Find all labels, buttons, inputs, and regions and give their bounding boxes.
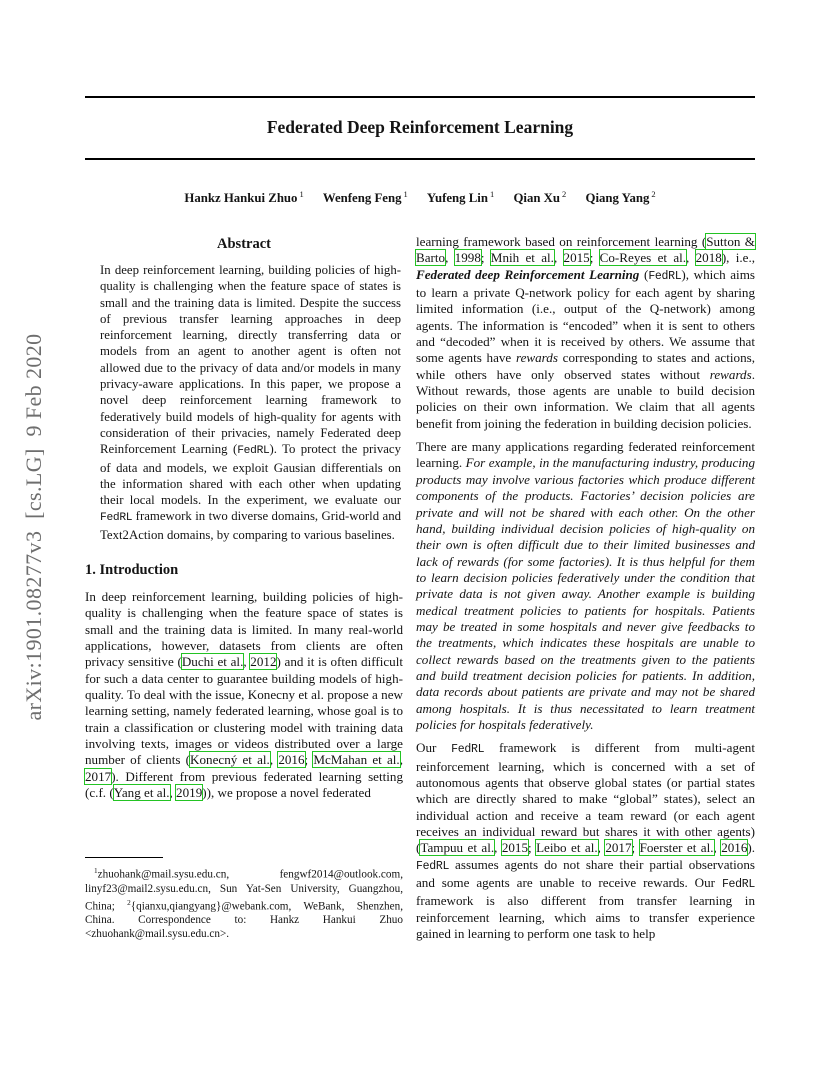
text-segment: ,: [399, 752, 403, 768]
citation-link[interactable]: Sutton & Barto: [416, 234, 755, 266]
citation-link[interactable]: Duchi et al.: [181, 654, 244, 670]
text-segment: ) and it is often difficult for such a data center to guarantee building models of high-quality. To deal with the issue, Konecny et al. propose a new learning setting, namely federated learning, whose goal is to train a classification or clustering model with training data involving texts, images or videos distributed over a large number of clients (: [85, 654, 403, 768]
author-4-affiliation-mark: 2: [562, 189, 567, 199]
author-3-name: Yufeng Lin: [426, 191, 488, 206]
text-segment: ,: [494, 840, 502, 856]
citation-link[interactable]: 2019: [176, 785, 203, 801]
citation-link[interactable]: Yang et al.: [113, 785, 170, 801]
text-segment: ;: [480, 250, 491, 266]
footnote-rule: [85, 857, 163, 858]
text-segment: ;: [631, 840, 640, 856]
author-4: [513, 191, 566, 205]
citation-link[interactable]: Foerster et al.: [639, 840, 714, 856]
text-segment: zhuohank@mail.sysu.edu.cn, fengwf2014@outlook.com, linyf23@mail2.sysu.edu.cn, Sun Yat-Sen University, Guangzhou, China;: [85, 868, 403, 913]
author-1: [184, 191, 303, 205]
footnote-block: [85, 857, 403, 942]
citation-link[interactable]: Tampuu et al.: [420, 840, 495, 856]
text-segment: FedRL: [451, 743, 485, 757]
author-1-name: Hankz Hankui Zhuo: [184, 191, 298, 206]
text-segment: FedRL: [100, 512, 133, 525]
text-segment: ;: [304, 752, 314, 768]
text-segment: In deep reinforcement learning, building policies of high-quality is challenging when the feature space of states is small and the training data is limited. Despite the success of previous transfer learning approaches in deep reinforcement learning, directly transferring data or models from an agent to another agent is often not allowed due to the privacy of data and/or models in many privacy-aware applications. In this paper, we propose a novel deep reinforcement learning framework to federatively build models of high-quality for agents with consideration of their privacies, namely Federated deep Reinforcement Learning (: [100, 263, 401, 457]
left-column: [85, 236, 403, 809]
author-4-name: Qian Xu: [513, 191, 561, 206]
text-segment: ). Different from previous federated learning setting (c.f. (: [85, 768, 403, 801]
author-3: [427, 191, 494, 205]
text-segment: assumes agents do not share their partial observations and some agents are unable to receive rewards. Our: [416, 856, 755, 891]
citation-link[interactable]: 2017: [605, 840, 632, 856]
author-5-affiliation-mark: 2: [651, 189, 656, 199]
text-segment: ), i.e.,: [721, 250, 756, 266]
text-segment: ,: [597, 840, 606, 856]
footnote-text: [85, 865, 403, 942]
right-paragraph-1: [416, 234, 755, 432]
abstract-heading: Abstract: [217, 236, 271, 252]
text-segment: ,: [686, 250, 696, 266]
citation-link[interactable]: Mnih et al.: [490, 250, 554, 266]
text-segment: For example, in the manufacturing industry, producing products may involve various factories which produce different components of the products. Factories’ decision policies are private and will not be shared with each other. On the other hand, building individual decision policies of high-quality on their own is often difficult due to their limited businesses and lack of rewards (for some factories). It is thus helpful for them to learn decision policies federatively under the condition that private data is not given away. Another example is building medical treatment policies to patients for hospitals. Patients may be treated in some hospitals and never give feedbacks to the treatments, which indicates these hospitals are unable to collect rewards based on the treatments given to the patients and build treatment decision policies for patients. In addition, data records about patients are private and may not be shared among hospitals. It is thus necessitated to learn treatment policies for hospitals federatively.: [416, 455, 755, 732]
author-2: [323, 191, 408, 205]
citation-link[interactable]: McMahan et al.: [313, 752, 400, 768]
text-segment: ).: [747, 840, 756, 856]
text-segment: ,: [269, 752, 279, 768]
text-segment: rewards: [709, 366, 752, 382]
text-segment: ;: [528, 840, 537, 856]
text-segment: ,: [553, 250, 564, 266]
text-segment: ), which aims to learn a private Q-network policy for each agent by sharing limited information (i.e., output of the Q-network) among agents. The information is “encoded” when it is sent to others and “decoded” when it is received by others. We assume that some agents have: [416, 266, 755, 366]
author-2-affiliation-mark: 1: [403, 189, 408, 199]
text-segment: FedRL: [237, 445, 270, 458]
text-segment: Federated deep Reinforcement Learning: [416, 266, 640, 282]
author-line: [85, 189, 755, 206]
citation-link[interactable]: 2012: [250, 654, 277, 670]
arxiv-watermark: arXiv:1901.08277v3 [cs.LG] 9 Feb 2020: [21, 333, 46, 721]
text-segment: There are many applications regarding federated reinforcement learning.: [416, 439, 755, 471]
text-segment: )), we propose a novel federated: [202, 785, 371, 801]
text-segment: ,: [169, 785, 177, 801]
citation-link[interactable]: Konecný et al.: [190, 752, 270, 768]
text-segment: FedRL: [416, 859, 450, 873]
citation-link[interactable]: 2017: [85, 768, 112, 784]
text-segment: FedRL: [648, 269, 682, 283]
citation-link[interactable]: Leibo et al.: [536, 840, 598, 856]
text-segment: framework is different from multi-agent reinforcement learning, which is concerned with a set of autonomous agents that observe global states (or partial states which are directly shared to make “global” states), select an individual action and receive a team reward (or each agent receives an individual reward but shares it with other agents) (: [416, 740, 755, 856]
text-segment: In deep reinforcement learning, building policies of high-quality is challenging when the feature space of states is small and the training data is limited. In many real-world applications, however, datasets from clients are often privacy sensitive (: [85, 589, 403, 670]
author-1-affiliation-mark: 1: [299, 189, 304, 199]
section-heading-introduction: 1. Introduction: [85, 562, 179, 579]
text-segment: (: [639, 266, 649, 282]
citation-link[interactable]: Co-Reyes et al.: [599, 250, 687, 266]
author-3-affiliation-mark: 1: [489, 189, 495, 199]
text-segment: 1: [94, 867, 98, 875]
abstract-text: [100, 262, 401, 543]
citation-link[interactable]: 2015: [501, 840, 528, 856]
text-segment: rewards: [515, 350, 558, 366]
text-segment: 2: [127, 898, 131, 907]
author-2-name: Wenfeng Feng: [322, 191, 402, 206]
text-segment: framework is also different from transfer learning in reinforcement learning, which aims to transfer experience gained in learning to perform one task to help: [416, 893, 755, 942]
right-paragraph-3: [416, 740, 755, 942]
text-segment: ,: [243, 654, 251, 670]
text-segment: ). To protect the privacy of data and models, we exploit Gausian differentials on the information shared with each other when updating their local models. In the experiment, we evaluate our: [100, 442, 402, 508]
text-segment: ;: [589, 250, 600, 266]
right-column: [416, 234, 755, 949]
text-segment: FedRL: [721, 878, 755, 892]
text-segment: corresponding to states and actions, while others have only observed states without: [416, 350, 755, 382]
author-5: [585, 191, 655, 205]
text-segment: ,: [445, 250, 455, 266]
citation-link[interactable]: 2015: [563, 250, 590, 266]
text-segment: Our: [416, 740, 452, 756]
citation-link[interactable]: 2016: [278, 752, 305, 768]
text-segment: {qianxu,qiangyang}@webank.com, WeBank, Shenzhen, China. Correspondence to: Hankz Hankui Zhuo <zhuohank@mail.sysu.edu.cn>.: [85, 900, 403, 941]
title-rule-top: [85, 96, 755, 98]
paper-title: Federated Deep Reinforcement Learning: [266, 117, 574, 137]
author-5-name: Qiang Yang: [585, 191, 650, 206]
title-rule-bottom: [85, 158, 755, 160]
right-paragraph-2: [416, 439, 755, 733]
introduction-paragraph-1: [85, 589, 403, 801]
citation-link[interactable]: 1998: [454, 250, 481, 266]
citation-link[interactable]: 2018: [695, 250, 722, 266]
citation-link[interactable]: 2016: [721, 840, 748, 856]
text-segment: framework in two diverse domains, Grid-world and Text2Action domains, by comparing to various baselines.: [100, 509, 401, 542]
text-segment: learning framework based on reinforcement learning (: [416, 234, 707, 249]
text-segment: . Without rewards, those agents are unable to build decision policies on their own information. We claim that all agents benefit from joining the federation in building decision policies.: [416, 366, 755, 431]
text-segment: ,: [713, 840, 722, 856]
